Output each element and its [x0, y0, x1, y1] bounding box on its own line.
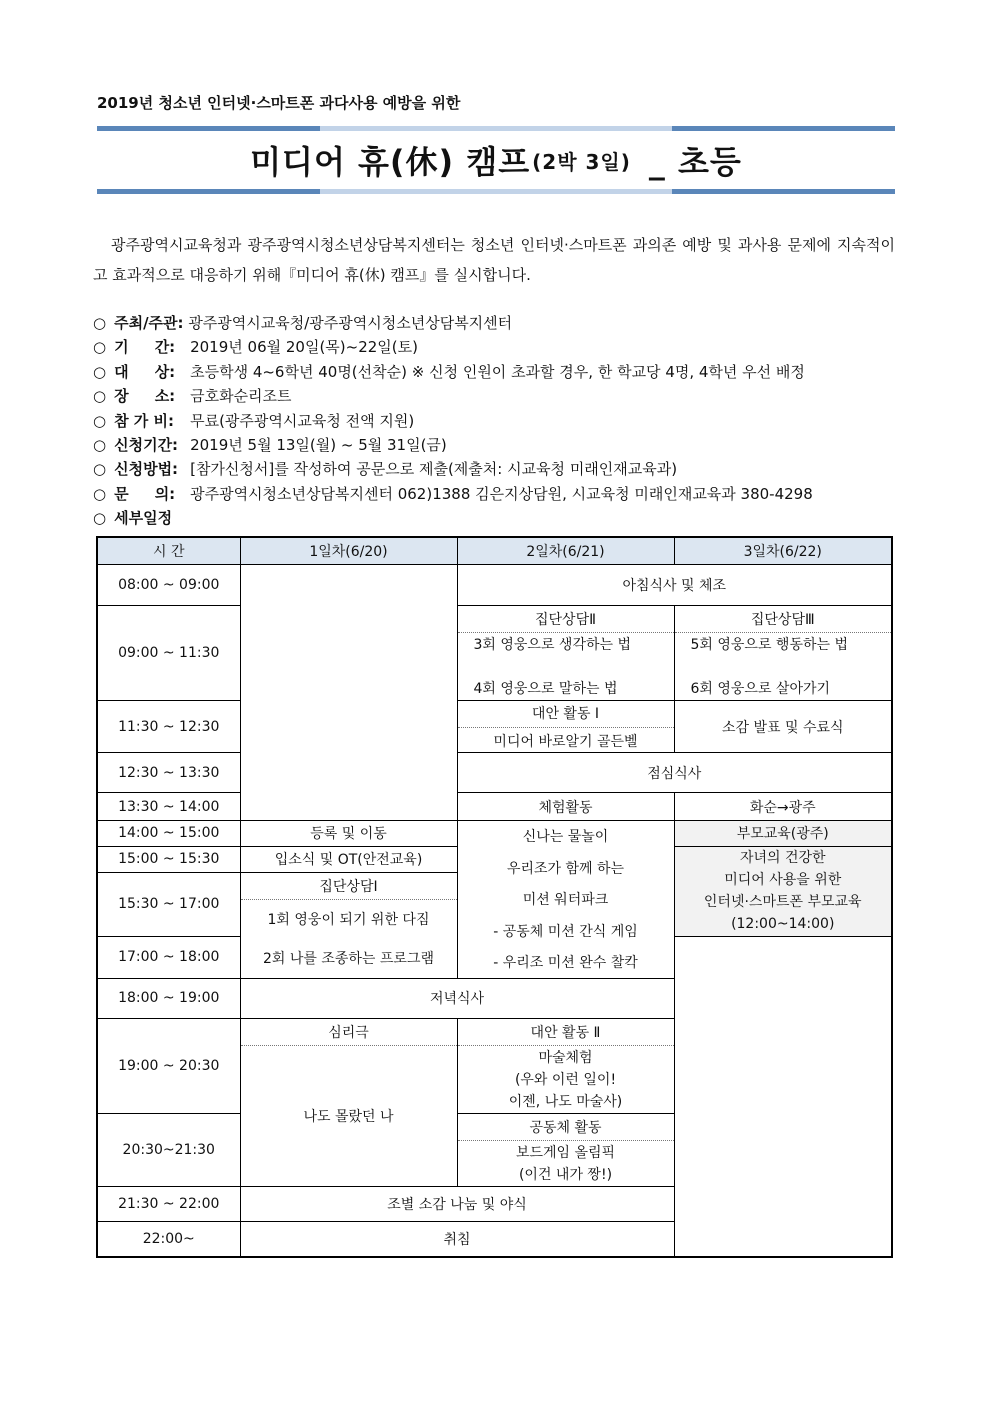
info-item-schedule — [93, 506, 903, 530]
schedule-label: 세부일정 — [114, 509, 173, 528]
bullet-circle: ○ — [93, 387, 107, 406]
group1-title: 집단상담Ⅰ — [241, 873, 457, 900]
info-value: [참가신청서]를 작성하여 공문으로 제출(제출처: 시교육청 미래인재교육과) — [190, 460, 678, 479]
info-label: 신청기간: — [114, 436, 179, 455]
bullet-circle: ○ — [93, 314, 107, 332]
info-item-apply-method — [93, 457, 903, 481]
info-item-host — [93, 311, 903, 335]
doc-title — [97, 132, 895, 188]
info-item-place — [93, 384, 903, 408]
bullet-circle: ○ — [93, 509, 107, 528]
time-cell: 18:00 ~ 19:00 — [97, 978, 240, 1018]
snack-cell: 조별 소감 나눔 및 야식 — [240, 1187, 674, 1222]
info-label: 대 상: — [114, 362, 176, 381]
alt2-line-1: 마술체험 — [538, 1049, 593, 1066]
bullet-circle: ○ — [93, 436, 107, 455]
info-label: 기 간: — [114, 338, 176, 357]
table-row — [97, 701, 892, 753]
time-cell: 12:30 ~ 13:30 — [97, 753, 240, 793]
info-value: 초등학생 4~6학년 40명(선착순) ※ 신청 인원이 초과할 경우, 한 학교당 4명, 4학년 우선 배정 — [190, 362, 805, 381]
info-value: 2019년 06월 20일(목)~22일(토) — [190, 338, 418, 357]
parent-edu-body — [674, 846, 892, 936]
group-counseling-2 — [457, 606, 674, 701]
group2-session-b: 4회 영웅으로 말하는 법 — [473, 680, 618, 697]
closing-ceremony: 소감 발표 및 수료식 — [674, 701, 892, 753]
table-row — [97, 606, 892, 701]
time-cell: 20:30~21:30 — [97, 1114, 240, 1187]
title-target: _ 초등 — [648, 143, 742, 181]
water-line-1: 신나는 물놀이 — [522, 829, 609, 846]
alt1-sub: 미디어 바로알기 골든벨 — [458, 727, 674, 751]
table-row — [97, 820, 892, 846]
info-label: 장 소: — [114, 387, 176, 406]
alt1-title: 대안 활동 Ⅰ — [531, 706, 600, 723]
info-item-apply-period — [93, 433, 903, 457]
psychodrama-cell — [240, 1018, 457, 1186]
water-line-2: 우리조가 함께 하는 — [506, 860, 625, 877]
time-cell: 11:30 ~ 12:30 — [97, 701, 240, 753]
time-cell: 17:00 ~ 18:00 — [97, 936, 240, 978]
time-cell: 14:00 ~ 15:00 — [97, 820, 240, 846]
water-line-4: - 공동체 미션 간식 게임 — [493, 923, 638, 940]
info-label: 문 의: — [114, 484, 176, 503]
table-header-row — [97, 537, 892, 565]
header-time: 시 간 — [97, 537, 240, 565]
title-top-rule — [97, 126, 895, 131]
alt-activity-2 — [457, 1018, 674, 1113]
water-park-cell — [457, 820, 674, 978]
info-value: 광주광역시청소년상담복지센터 062)1388 김은지상담원, 시교육청 미래인재교육과 380-4298 — [190, 484, 813, 503]
info-value: 금호화순리조트 — [190, 387, 292, 406]
info-item-target — [93, 360, 903, 384]
time-cell: 19:00 ~ 20:30 — [97, 1018, 240, 1113]
time-cell: 21:30 ~ 22:00 — [97, 1187, 240, 1222]
opening-cell: 입소식 및 OT(안전교육) — [240, 846, 457, 872]
info-value: 2019년 5월 13일(월) ~ 5월 31일(금) — [190, 436, 447, 455]
group2-title: 집단상담Ⅱ — [458, 606, 674, 633]
time-cell: 15:30 ~ 17:00 — [97, 872, 240, 936]
community-activity — [457, 1114, 674, 1187]
register-cell: 등록 및 이동 — [240, 820, 457, 846]
dinner-cell: 저녁식사 — [240, 978, 674, 1018]
lunch-cell: 점심식사 — [457, 753, 892, 793]
alt-activity-1 — [457, 701, 674, 753]
info-item-period — [93, 335, 903, 359]
bullet-circle: ○ — [93, 338, 107, 357]
water-line-5: - 우리조 미션 완수 찰칵 — [493, 955, 638, 972]
title-main: 미디어 휴(休) 캠프 — [250, 143, 531, 181]
doc-subtitle: 2019년 청소년 인터넷·스마트폰 과다사용 예방을 위한 — [97, 94, 461, 112]
header-day3: 3일차(6/22) — [674, 537, 892, 565]
breakfast-cell: 아침식사 및 체조 — [457, 565, 892, 606]
alt2-line-2: (우와 이런 일이! — [514, 1071, 617, 1088]
water-line-3: 미션 워터파크 — [522, 892, 609, 909]
group-counseling-1 — [240, 872, 457, 978]
info-item-fee — [93, 409, 903, 433]
info-label: 신청방법: — [114, 460, 179, 479]
intro-paragraph: 광주광역시교육청과 광주광역시청소년상담복지센터는 청소년 인터넷·스마트폰 과의존 예방 및 과사용 문제에 지속적이고 효과적으로 대응하기 위해『미디어 휴(休) 캠프』를 실시합니다. — [93, 236, 895, 284]
parent-line-2: 미디어 사용을 위한 — [724, 872, 842, 889]
day1-empty-morning — [240, 565, 457, 820]
drama-sub: 나도 몰랐던 나 — [303, 1109, 394, 1126]
return-trip: 화순→광주 — [674, 793, 892, 820]
bullet-circle: ○ — [93, 411, 107, 430]
group1-session-a: 1회 영웅이 되기 위한 다짐 — [267, 912, 430, 929]
time-cell: 08:00 ~ 09:00 — [97, 565, 240, 606]
comm-title: 공동체 활동 — [458, 1114, 674, 1141]
group3-title: 집단상담Ⅲ — [675, 606, 892, 633]
parent-line-3: 인터넷·스마트폰 부모교육 — [703, 894, 862, 911]
table-row — [97, 753, 892, 793]
info-item-contact — [93, 482, 903, 506]
drama-title: 심리극 — [241, 1019, 457, 1046]
group1-session-b: 2회 나를 조종하는 프로그램 — [262, 951, 435, 968]
table-row — [97, 565, 892, 606]
bullet-circle: ○ — [93, 362, 107, 381]
group-counseling-3 — [674, 606, 892, 701]
parent-line-4: (12:00~14:00) — [731, 916, 835, 933]
time-cell: 09:00 ~ 11:30 — [97, 606, 240, 701]
info-list — [93, 311, 903, 531]
info-label: 참 가 비: — [114, 411, 175, 430]
time-cell: 22:00~ — [97, 1222, 240, 1257]
title-duration: (2박 3일) — [532, 149, 631, 174]
time-cell: 13:30 ~ 14:00 — [97, 793, 240, 820]
bullet-circle: ○ — [93, 484, 107, 503]
group2-session-a: 3회 영웅으로 생각하는 법 — [473, 636, 631, 653]
comm-line-1: 보드게임 올림픽 — [515, 1144, 616, 1161]
bullet-circle: ○ — [93, 460, 107, 479]
parent-edu-title: 부모교육(광주) — [674, 820, 892, 846]
day3-empty-evening — [674, 936, 892, 1257]
group3-session-b: 6회 영웅으로 살아가기 — [690, 680, 831, 697]
alt2-title: 대안 활동 Ⅱ — [458, 1019, 674, 1046]
comm-line-2: (이건 내가 짱!) — [518, 1166, 613, 1183]
info-value: 무료(광주광역시교육청 전액 지원) — [190, 411, 415, 430]
alt2-line-3: 이젠, 나도 마술사) — [508, 1093, 623, 1110]
time-cell: 15:00 ~ 15:30 — [97, 846, 240, 872]
title-bottom-rule — [97, 189, 895, 194]
schedule-table — [96, 536, 893, 1258]
sleep-cell: 취침 — [240, 1222, 674, 1257]
info-label: 주최/주관: — [114, 314, 184, 332]
experience-title: 체험활동 — [457, 793, 674, 820]
parent-line-1: 자녀의 건강한 — [739, 850, 826, 867]
info-value: 광주광역시교육청/광주광역시청소년상담복지센터 — [188, 314, 513, 332]
group3-session-a: 5회 영웅으로 행동하는 법 — [690, 636, 848, 653]
header-day2: 2일차(6/21) — [457, 537, 674, 565]
header-day1: 1일차(6/20) — [240, 537, 457, 565]
